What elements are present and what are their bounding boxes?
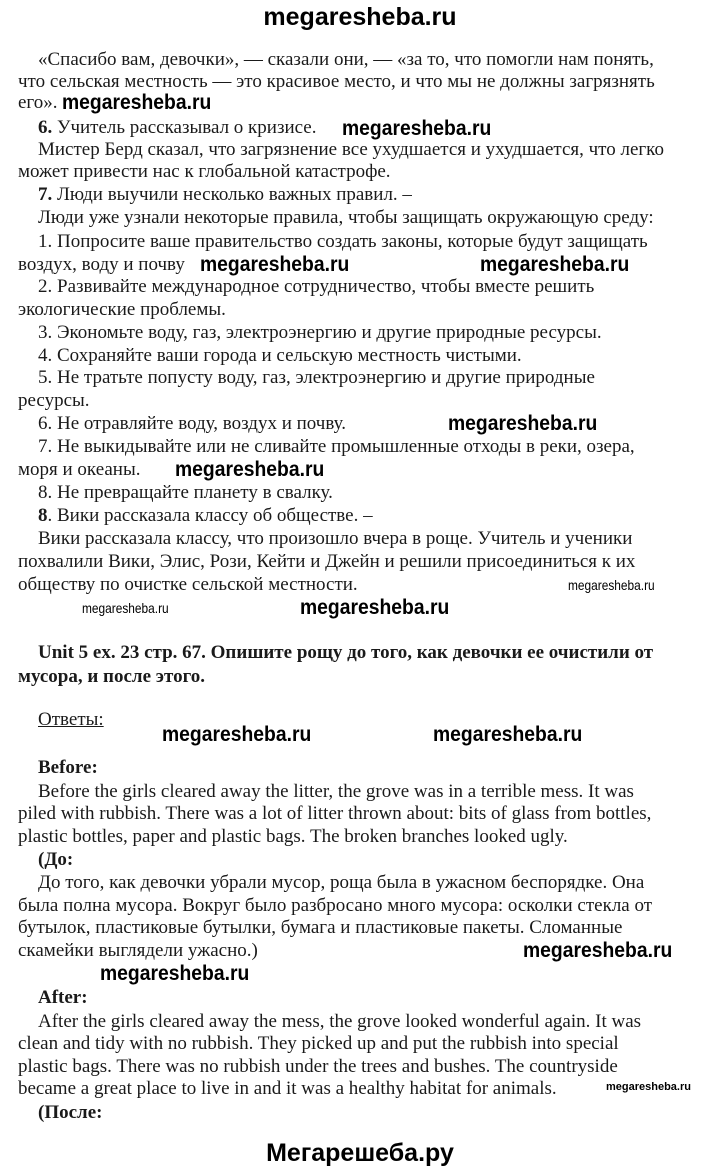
text-line: что сельская местность — это красивое место, и что мы не должны загрязнять (18, 71, 655, 92)
text-line: Мистер Берд сказал, что загрязнение все ухудшается и ухудшается, что легко (38, 139, 664, 160)
item-title: Люди выучили несколько важных правил. – (52, 184, 412, 205)
posle-label: (После: (38, 1102, 103, 1123)
watermark: megaresheba.ru (448, 412, 598, 435)
rule-6: 6. Не отравляйте воду, воздух и почву. (38, 413, 347, 434)
header-site-link[interactable]: megaresheba.ru (263, 3, 457, 31)
after-line: After the girls cleared away the mess, the grove looked wonderful again. It was (38, 1011, 642, 1032)
item-title: Учитель рассказывал о кризисе. (52, 117, 317, 138)
do-line: До того, как девочки убрали мусор, роща была в ужасном беспорядке. Она (38, 872, 645, 893)
watermark: megaresheba.ru (480, 253, 630, 276)
answers-label: Ответы: (38, 709, 104, 730)
rule-2-cont: экологические проблемы. (18, 299, 226, 320)
watermark-tiny: megaresheba.ru (606, 1081, 691, 1093)
text-line: его». (18, 92, 58, 113)
watermark: megaresheba.ru (162, 723, 312, 746)
after-label: After: (38, 987, 88, 1008)
rule-4: 4. Сохраняйте ваши города и сельскую местность чистыми. (38, 345, 522, 366)
item-6-heading (38, 118, 316, 138)
rule-2: 2. Развивайте международное сотрудничество, чтобы вместе решить (38, 276, 595, 297)
watermark: megaresheba.ru (62, 91, 212, 114)
text-line: похвалили Вики, Элис, Рози, Кейти и Джейн и решили присоединиться к их (18, 551, 636, 572)
watermark: megaresheba.ru (433, 723, 583, 746)
do-label: (До: (38, 849, 74, 870)
watermark: megaresheba.ru (300, 596, 450, 619)
item-number: 8 (38, 505, 48, 526)
after-line: became a great place to live in and it was a healthy habitat for animals. (18, 1078, 557, 1099)
rule-5-cont: ресурсы. (18, 390, 90, 411)
exercise-title: Unit 5 ex. 23 стр. 67. Опишите рощу до того, как девочки ее очистили от (38, 642, 654, 663)
rule-5: 5. Не тратьте попусту воду, газ, электроэнергию и другие природные (38, 367, 595, 388)
rule-1: 1. Попросите ваше правительство создать законы, которые будут защищать (38, 231, 648, 252)
footer-site-link[interactable]: Мегарешеба.ру (266, 1139, 454, 1167)
before-label: Before: (38, 757, 98, 778)
watermark: megaresheba.ru (200, 253, 350, 276)
watermark-small: megaresheba.ru (82, 600, 169, 616)
watermark: megaresheba.ru (175, 458, 325, 481)
watermark-small: megaresheba.ru (568, 577, 655, 593)
after-line: clean and tidy with no rubbish. They picked up and put the rubbish into special (18, 1033, 619, 1054)
rule-1-cont: воздух, воду и почву (18, 254, 185, 275)
text-line: «Спасибо вам, девочки», — сказали они, — «за то, что помогли нам понять, (38, 49, 654, 70)
rule-3: 3. Экономьте воду, газ, электроэнергию и другие природные ресурсы. (38, 322, 602, 343)
rule-7: 7. Не выкидывайте или не сливайте промышленные отходы в реки, озера, (38, 436, 635, 457)
exercise-title-cont: мусора, и после этого. (18, 666, 205, 687)
do-line: была полна мусора. Вокруг было разбросано много мусора: осколки стекла от (18, 895, 653, 916)
watermark: megaresheba.ru (523, 939, 673, 962)
do-line: бутылок, пластиковые бутылки, бумага и пластиковые пакеты. Сломанные (18, 917, 623, 938)
rule-8: 8. Не превращайте планету в свалку. (38, 482, 333, 503)
text-line: Вики рассказала классу, что произошло вчера в роще. Учитель и ученики (38, 528, 633, 549)
text-line: может привести нас к глобальной катастрофе. (18, 161, 391, 182)
item-number: 7. (38, 184, 53, 205)
text-line: обществу по очистке сельской местности. (18, 574, 358, 595)
watermark: megaresheba.ru (100, 962, 250, 985)
before-line: piled with rubbish. There was a lot of litter thrown about: bits of glass from bottles, (18, 803, 652, 824)
rule-7-cont: моря и океаны. (18, 459, 141, 480)
before-line: Before the girls cleared away the litter, the grove was in a terrible mess. It was (38, 781, 634, 802)
item-number: 6. (38, 117, 53, 138)
item-8-heading (38, 506, 373, 526)
before-line: plastic bottles, paper and plastic bags. The broken branches looked ugly. (18, 826, 568, 847)
item-title: . Вики рассказала классу об обществе. – (47, 505, 373, 526)
item-7-heading (38, 185, 412, 205)
text-line: Люди уже узнали некоторые правила, чтобы защищать окружающую среду: (38, 207, 654, 228)
watermark: megaresheba.ru (342, 117, 492, 140)
do-line: скамейки выглядели ужасно.) (18, 940, 258, 961)
after-line: plastic bags. There was no rubbish under the trees and bushes. The countryside (18, 1056, 618, 1077)
